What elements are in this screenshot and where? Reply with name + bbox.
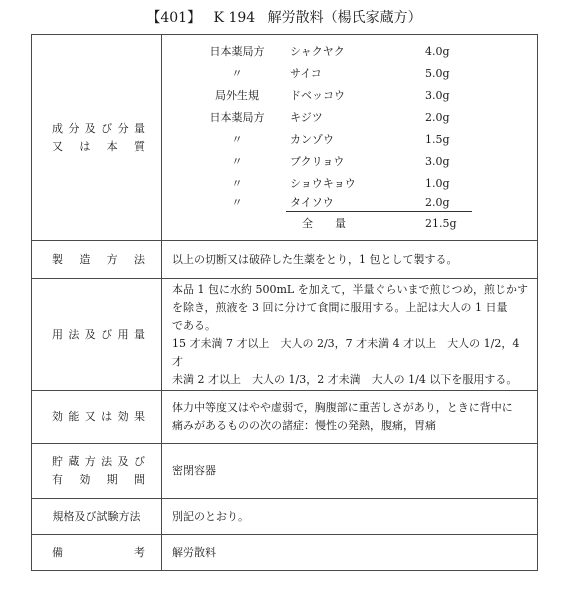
ingredient-row <box>162 107 532 129</box>
specs-row <box>32 499 538 535</box>
ingredient-source: 〃 <box>231 155 243 168</box>
ingredient-amount: 1.5g <box>425 133 450 146</box>
storage-row <box>32 444 538 499</box>
ingredient-name: カンゾウ <box>290 133 334 146</box>
manufacturing-text: 以上の切断又は破砕した生薬をとり，1 包として製する。 <box>162 241 538 279</box>
specs-label: 規格及び試験方法 <box>32 499 162 535</box>
ingredient-source: 〃 <box>231 177 243 190</box>
ingredient-source: 日本薬局方 <box>209 111 265 124</box>
ingredient-name: タイソウ <box>290 196 334 209</box>
ingredient-amount: 2.0g <box>425 196 450 209</box>
formula-name: 解労散料（楊氏家蔵方） <box>267 10 422 26</box>
storage-label: 貯 蔵 方 法 及 び 有 効 期 間 <box>32 444 162 499</box>
ingredient-name: ブクリョウ <box>290 155 345 168</box>
remarks-label: 備 考 <box>32 535 162 571</box>
ingredient-row <box>162 85 532 107</box>
ingredient-amount: 1.0g <box>425 177 450 190</box>
efficacy-row <box>32 391 538 444</box>
manufacturing-label: 製 造 方 法 <box>32 241 162 279</box>
monograph-code: K 194 <box>213 10 256 26</box>
usage-label: 用 法 及 び 用 量 <box>32 279 162 391</box>
remarks-row <box>32 535 538 571</box>
usage-text: 本品 1 包に水約 500mL を加えて，半量ぐらいまで煎じつめ，煎じかす を除き，煎液を 3 回に分けて食間に服用する。上記は大人の 1 日量 である。 15 才未満 7 才以上 大人の 2/3，7 才未満 4 才以上 大人の 1/2，4 才 未満 2 才以上 大人の 1/3，2 才未満 大人の 1/4 以下を服用する。 <box>162 279 538 391</box>
monograph-number: 【401】 <box>146 10 202 26</box>
ingredient-name: シャクヤク <box>290 45 345 58</box>
usage-row <box>32 279 538 391</box>
manufacturing-row <box>32 241 538 279</box>
remarks-text: 解労散料 <box>162 535 538 571</box>
composition-row <box>32 35 538 241</box>
composition-label <box>32 35 162 241</box>
ingredient-row <box>162 41 532 63</box>
total-underline <box>286 211 472 212</box>
ingredient-list <box>162 35 537 240</box>
ingredient-source: 〃 <box>231 67 243 80</box>
document-title <box>0 6 568 30</box>
ingredient-name: サイコ <box>290 67 322 80</box>
ingredient-source: 〃 <box>231 196 243 209</box>
ingredient-name: ドベッコウ <box>290 89 345 102</box>
efficacy-text: 体力中等度又はやや虚弱で，胸腹部に重苦しさがあり，ときに背中に 痛みがあるものの次の諸症：慢性の発熱，腹痛，胃痛 <box>162 391 538 444</box>
ingredient-row <box>162 151 532 173</box>
ingredient-amount: 3.0g <box>425 89 450 102</box>
storage-text: 密閉容器 <box>162 444 538 499</box>
ingredient-source: 〃 <box>231 133 243 146</box>
ingredient-source: 日本薬局方 <box>209 45 265 58</box>
total-amount: 21.5g <box>425 217 457 230</box>
ingredient-name: ショウキョウ <box>290 177 356 190</box>
specs-text: 別記のとおり。 <box>162 499 538 535</box>
ingredient-amount: 5.0g <box>425 67 450 80</box>
ingredient-name: キジツ <box>290 111 323 124</box>
ingredient-row <box>162 63 532 85</box>
total-label: 全 量 <box>302 217 346 230</box>
ingredient-amount: 2.0g <box>425 111 450 124</box>
efficacy-label: 効 能 又 は 効 果 <box>32 391 162 444</box>
ingredient-amount: 4.0g <box>425 45 450 58</box>
composition-value <box>162 35 538 241</box>
composition-label-line1: 成 分 及 び 分 量 <box>52 121 145 135</box>
composition-label-line2: 又 は 本 質 <box>52 139 145 153</box>
ingredient-row <box>162 129 532 151</box>
monograph-table <box>31 34 538 571</box>
ingredient-source: 局外生規 <box>215 89 259 102</box>
ingredient-amount: 3.0g <box>425 155 450 168</box>
total-row <box>162 213 532 235</box>
